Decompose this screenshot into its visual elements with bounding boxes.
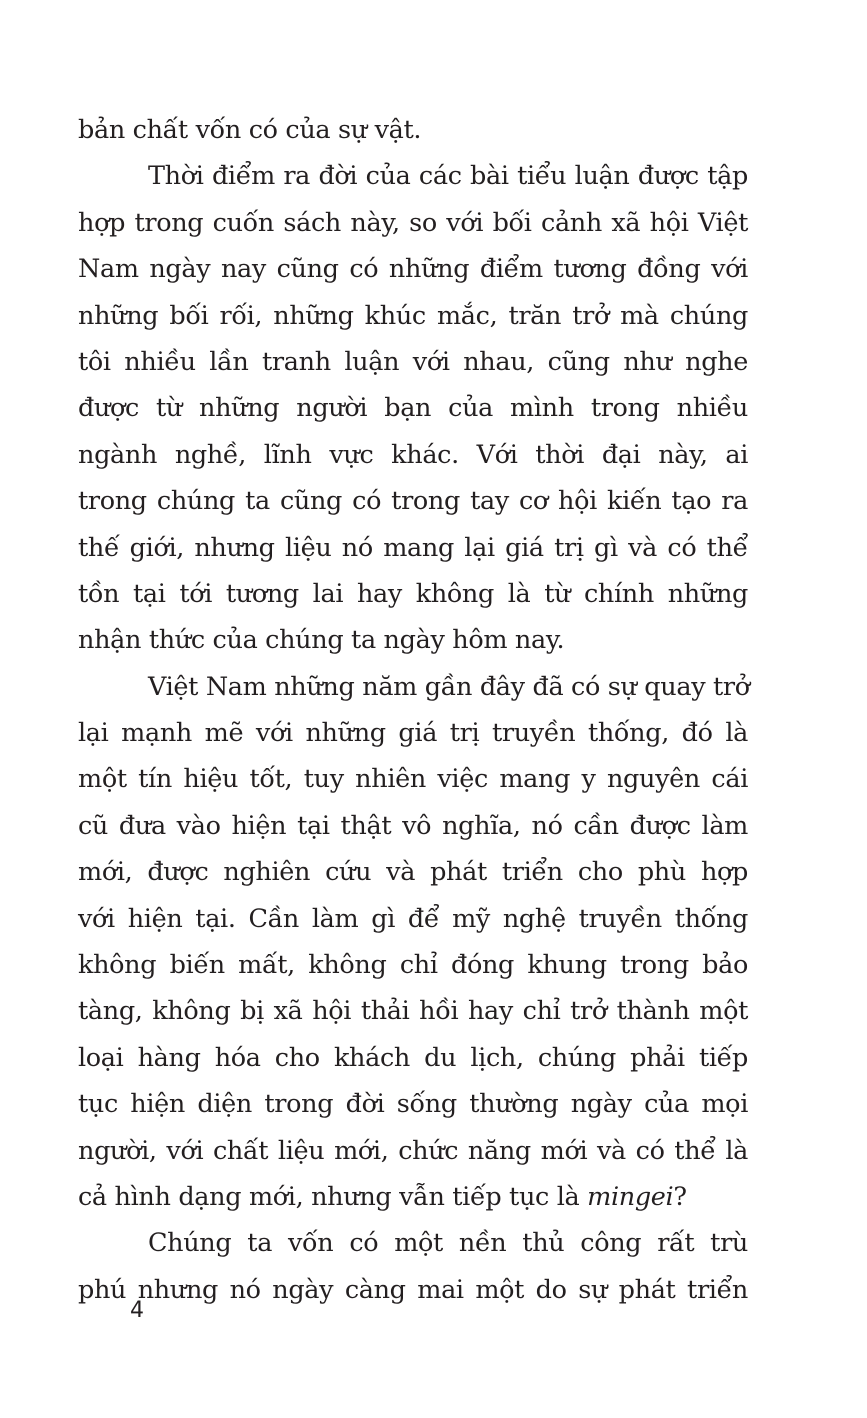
text-line: Thời điểm ra đời của các bài tiểu luận được tập (148, 161, 748, 192)
text-line: lại mạnh mẽ với những giá trị truyền thống, đó là (78, 718, 748, 749)
text-line: những bối rối, những khúc mắc, trăn trở mà chúng (78, 300, 748, 331)
paragraph-essays-timing (78, 153, 748, 663)
text-line: tôi nhiều lần tranh luận với nhau, cũng như nghe (78, 346, 748, 377)
text-line: nhận thức của chúng ta ngày hôm nay. (78, 625, 565, 656)
paragraph-continuation (78, 107, 748, 153)
text-line: Nam ngày nay cũng có những điểm tương đồng với (78, 254, 748, 285)
text-fragment: ? (673, 1181, 687, 1212)
text-line: trong chúng ta cũng có trong tay cơ hội kiến tạo ra (78, 486, 748, 517)
text-line: bản chất vốn có của sự vật. (78, 115, 422, 145)
text-line: mới, được nghiên cứu và phát triển cho phù hợp (78, 857, 748, 888)
text-line: phú nhưng nó ngày càng mai một do sự phát triển (78, 1274, 748, 1305)
text-line: cũ đưa vào hiện tại thật vô nghĩa, nó cần được làm (78, 810, 748, 841)
text-line-with-italic (78, 1174, 748, 1220)
text-line: tàng, không bị xã hội thải hồi hay chỉ trở thành một (78, 996, 748, 1027)
text-line: tồn tại tới tương lai hay không là từ chính những (78, 578, 748, 609)
text-line: tục hiện diện trong đời sống thường ngày của mọi (78, 1089, 748, 1120)
page-number: 4 (130, 1298, 144, 1323)
text-line: Chúng ta vốn có một nền thủ công rất trù (148, 1228, 748, 1259)
text-line: với hiện tại. Cần làm gì để mỹ nghệ truyền thống (78, 903, 748, 934)
text-line: không biến mất, không chỉ đóng khung trong bảo (78, 950, 748, 981)
page-body (78, 107, 748, 1313)
text-line: người, với chất liệu mới, chức năng mới và có thể là (78, 1135, 748, 1166)
text-line: thế giới, nhưng liệu nó mang lại giá trị gì và có thể (78, 532, 748, 563)
italic-term-mingei: mingei (587, 1181, 674, 1212)
text-fragment: cả hình dạng mới, nhưng vẫn tiếp tục là (78, 1181, 588, 1212)
text-line: hợp trong cuốn sách này, so với bối cảnh xã hội Việt (78, 207, 748, 238)
text-line: loại hàng hóa cho khách du lịch, chúng phải tiếp (78, 1042, 748, 1073)
text-line: ngành nghề, lĩnh vực khác. Với thời đại này, ai (78, 439, 748, 470)
paragraph-handicraft (78, 1220, 748, 1313)
paragraph-vietnam-tradition (78, 664, 748, 1221)
text-line: một tín hiệu tốt, tuy nhiên việc mang y nguyên cái (78, 764, 748, 795)
text-line: Việt Nam những năm gần đây đã có sự quay trở (148, 671, 750, 702)
text-line: được từ những người bạn của mình trong nhiều (78, 393, 748, 424)
